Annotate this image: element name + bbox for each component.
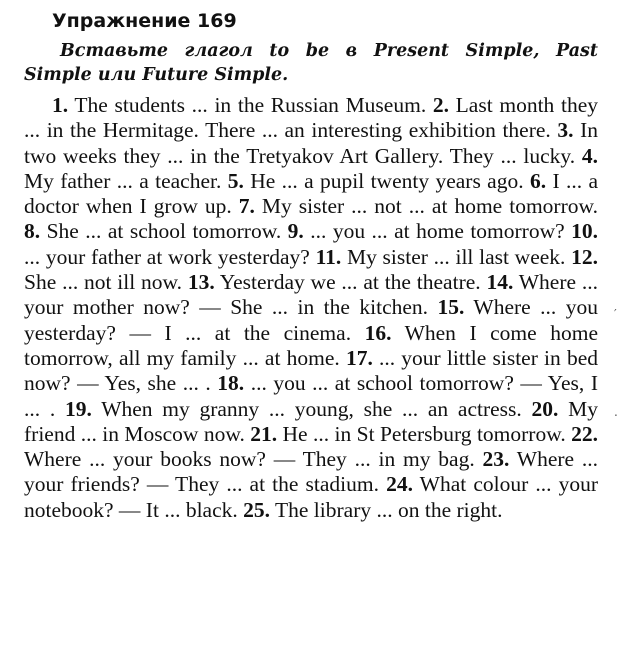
exercise-item — [24, 219, 288, 243]
item-text: My sister ... not ... at home tomorrow. — [254, 194, 598, 219]
exercise-instruction: Вставьте глагол to be в Present Simple, Past Simple или Future Simple. — [24, 41, 598, 85]
item-text: What colour ... your notebook? — It ... black. — [24, 472, 598, 522]
exercise-item — [239, 194, 598, 218]
item-number: 25. — [243, 497, 271, 522]
item-text: ... you ... at home tomorrow? — [303, 219, 572, 244]
item-text: I ... a doctor when I grow up. — [24, 168, 599, 219]
item-number: 9. — [287, 219, 304, 244]
item-number: 8. — [24, 219, 41, 244]
item-number: 11. — [315, 244, 342, 269]
item-number: 15. — [437, 295, 465, 320]
item-number: 4. — [581, 143, 598, 168]
item-number: 10. — [571, 219, 598, 244]
item-number: 23. — [482, 447, 510, 472]
item-text: Yesterday we ... at the theatre. — [214, 270, 487, 295]
item-number: 6. — [529, 168, 547, 193]
item-number: 5. — [227, 168, 244, 193]
item-number: 16. — [364, 320, 392, 345]
item-text: Where ... your books now? — They ... in my bag. — [24, 447, 483, 472]
exercise-item — [250, 422, 571, 446]
item-text: Where ... your mother now? — She ... in the kitchen. — [24, 270, 598, 320]
item-number: 14. — [486, 270, 514, 295]
item-number: 24. — [386, 472, 413, 497]
exercise-item — [52, 93, 433, 117]
item-text: My father ... a teacher. — [24, 168, 228, 193]
item-number: 20. — [531, 396, 559, 421]
item-text: Where ... your friends? — They ... at the stadium. — [24, 447, 598, 497]
item-text: The library ... on the right. — [270, 497, 503, 522]
item-number: 22. — [571, 421, 598, 446]
exercise-title: Упражнение 169 — [52, 10, 237, 32]
item-number: 19. — [64, 396, 92, 421]
exercise-body — [24, 93, 598, 523]
item-number: 3. — [557, 118, 574, 143]
item-number: 1. — [52, 93, 69, 117]
item-number: 13. — [187, 270, 215, 295]
item-number: 7. — [238, 194, 255, 219]
item-text: He ... in St Petersburg tomorrow. — [277, 421, 572, 446]
item-text: My sister ... ill last week. — [341, 244, 572, 269]
exercise-item — [228, 169, 530, 193]
item-text: In two weeks they ... in the Tretyakov Art Gallery. They ... lucky. — [24, 118, 598, 168]
item-text: She ... at school tomorrow. — [40, 219, 288, 244]
item-number: 18. — [217, 371, 245, 396]
item-number: 12. — [571, 244, 599, 269]
margin-mark: ′ — [614, 307, 617, 321]
exercise-item — [188, 270, 487, 294]
item-text: When I come home tomorrow, all my family ... at home. — [24, 320, 598, 370]
exercise-item — [288, 219, 571, 243]
item-text: She ... not ill now. — [24, 270, 188, 295]
item-text: ... you ... at school tomorrow? — Yes, I ... . — [24, 371, 598, 421]
item-text: ... your little sister in bed now? — Yes, she ... . — [24, 345, 599, 396]
exercise-item — [243, 498, 502, 522]
item-text: When my granny ... young, she ... an actress. — [91, 396, 532, 421]
item-text: Where ... you yesterday? — I ... at the cinema. — [24, 295, 598, 345]
exercise-item — [65, 397, 532, 421]
exercise-item — [316, 245, 572, 269]
item-number: 2. — [432, 93, 449, 117]
margin-mark: . — [614, 405, 618, 419]
item-number: 21. — [250, 421, 278, 446]
item-text: My friend ... in Moscow now. — [24, 396, 598, 446]
item-text: Last month they ... in the Hermitage. There ... an interesting exhibition there. — [24, 93, 599, 143]
item-text: ... your father at work yesterday? — [24, 244, 316, 269]
item-number: 17. — [345, 345, 373, 370]
item-text: The students ... in the Russian Museum. — [68, 93, 433, 117]
item-text: He ... a pupil twenty years ago. — [243, 168, 530, 193]
